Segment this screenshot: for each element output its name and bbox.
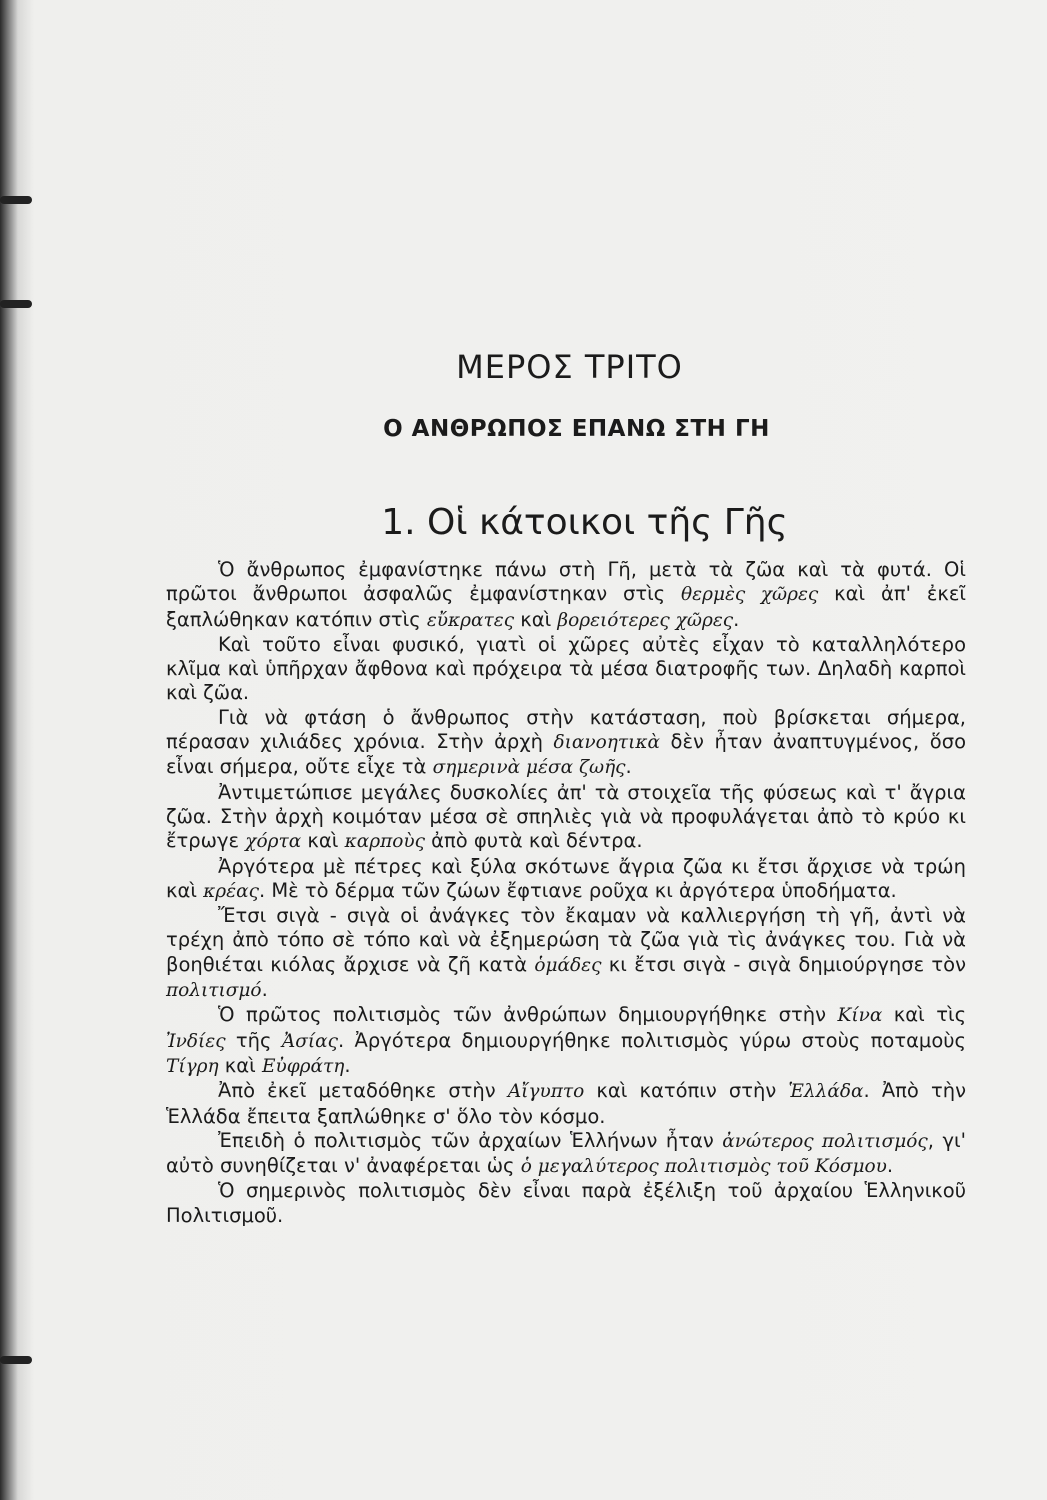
paragraph — [166, 558, 966, 633]
text-segment: . Μὲ τὸ δέρμα τῶν ζώων ἔφτιανε ροῦχα κι ἀργότερα ὑποδήματα. — [258, 878, 897, 902]
text-segment: Ὁ πρῶτος πολιτισμὸς τῶν ἀνθρώπων δημιουργήθηκε στὴν — [218, 1003, 838, 1027]
paragraph — [166, 706, 966, 781]
text-segment: Ἀντιμετώπισε μεγάλες δυσκολίες ἀπ' τὰ στοιχεῖα τῆς φύσεως καὶ τ' ἄγρια ζῶα. Στὴν ἀρχὴ κοιμόταν μέσα σὲ σπηλιὲς γιὰ νὰ προφυλάγεται ἀπὸ τὸ κρύο κι ἔτρωγε — [166, 780, 966, 853]
text-segment: . — [344, 1053, 351, 1077]
text-segment: . Ἀπὸ τὴν Ἑλλάδα ἔπειτα ξαπλώθηκε σ' ὅλο τὸν κόσμο. — [166, 1079, 966, 1128]
text-segment: Ὁ ἄνθρωπος ἐμφανίστηκε πάνω στὴ Γῆ, μετὰ τὰ ζῶα καὶ τὰ φυτά. Οἱ πρῶτοι ἄνθρωποι ἀσφαλῶς ἐμφανίστηκαν στὶς — [166, 558, 966, 606]
text-segment: . — [886, 1154, 894, 1178]
text-segment: καὶ τὶς — [882, 1003, 967, 1027]
paragraph — [166, 1079, 966, 1129]
text-segment: . Ἀργότερα δημιουργήθηκε πολιτισμὸς γύρω στοὺς ποταμοὺς — [337, 1028, 966, 1052]
paragraph — [166, 1129, 966, 1180]
paragraph — [166, 904, 966, 1003]
paragraph — [166, 781, 966, 855]
text-segment: κι ἔτσι σιγὰ - σιγὰ δημιούργησε τὸν — [601, 952, 966, 976]
italic-term: χόρτα — [245, 831, 302, 853]
text-segment: Ἔτσι σιγὰ - σιγὰ οἱ ἀνάγκες τὸν ἔκαμαν νὰ καλλιεργήση τὴ γῆ, ἀντὶ νὰ τρέχη ἀπὸ τόπο σὲ τόπο καὶ νὰ ἐξημερώση τὰ ζῶα γιὰ τὶς ἀνάγκες του. Γιὰ νὰ βοηθιέται κιόλας ἄρχισε νὰ ζῆ κατὰ — [166, 904, 966, 976]
italic-term: ὁ μεγαλύτερος πολιτισμὸς τοῦ Κόσμου — [520, 1156, 887, 1178]
text-segment: . — [261, 978, 268, 1002]
binding-ring — [0, 1356, 32, 1364]
text-segment: τῆς — [225, 1028, 282, 1052]
text-segment: καὶ κατόπιν στὴν — [584, 1079, 789, 1103]
italic-term: Αἴγυπτο — [507, 1081, 585, 1103]
binding-ring — [0, 196, 32, 204]
text-segment: . — [733, 607, 740, 631]
italic-term: Κίνα — [837, 1005, 883, 1027]
italic-term: θερμὲς χῶρες — [681, 584, 819, 606]
chapter-title: 1. Οἱ κάτοικοι τῆς Γῆς — [381, 502, 788, 543]
section-subtitle: Ο ΑΝΘΡΩΠΟΣ ΕΠΑΝΩ ΣΤΗ ΓΗ — [383, 416, 770, 442]
paragraph — [166, 1003, 966, 1079]
italic-term: ὁμάδες — [534, 954, 602, 976]
paragraph — [166, 1179, 966, 1228]
text-segment: Γιὰ νὰ φτάση ὁ ἄνθρωπος στὴν κατάσταση, ποὺ βρίσκεται σήμερα, πέρασαν χιλιάδες χρόνια. Στὴν ἀρχὴ — [166, 705, 966, 754]
italic-term: Ἀσίας — [281, 1030, 338, 1052]
paragraph — [166, 855, 966, 905]
body-text — [166, 558, 966, 1228]
italic-term: βορειότερες χῶρες — [557, 609, 734, 631]
italic-term: διανοητικὰ — [553, 732, 660, 754]
text-segment: , γι' αὐτὸ συνηθίζεται ν' ἀναφέρεται ὡς — [166, 1128, 966, 1178]
italic-term: Ἰνδίες — [166, 1030, 226, 1052]
text-segment: καὶ — [514, 607, 558, 631]
text-segment: Ἐπειδὴ ὁ πολιτισμὸς τῶν ἀρχαίων Ἑλλήνων ἦταν — [218, 1128, 723, 1152]
text-segment: Καὶ τοῦτο εἶναι φυσικό, γιατὶ οἱ χῶρες αὐτὲς εἶχαν τὸ καταλληλότερο κλῖμα καὶ ὑπῆρχαν ἄφθονα καὶ πρόχειρα τὰ μέσα διατροφῆς των. Δηλαδὴ καρποὶ καὶ ζῶα. — [166, 632, 966, 705]
text-segment: καὶ — [301, 829, 345, 853]
italic-term: εὔκρατες — [426, 609, 515, 631]
italic-term: Εὐφράτη — [261, 1055, 345, 1077]
text-segment: Ἀπὸ ἐκεῖ μεταδόθηκε στὴν — [218, 1079, 508, 1103]
italic-term: Ἑλλάδα — [788, 1081, 864, 1103]
italic-term: Τίγρη — [166, 1055, 219, 1077]
text-segment: . — [625, 755, 632, 779]
text-segment: δὲν ἦταν ἀναπτυγμένος, ὅσο εἶναι σήμερα, οὔτε εἶχε τὰ — [166, 730, 966, 779]
italic-term: καρποὺς — [344, 831, 425, 853]
italic-term: σημερινὰ μέσα ζωῆς — [432, 757, 626, 779]
text-segment: Ὁ σημερινὸς πολιτισμὸς δὲν εἶναι παρὰ ἐξέλιξη τοῦ ἀρχαίου Ἑλληνικοῦ Πολιτισμοῦ. — [166, 1179, 966, 1227]
italic-term: πολιτισμό — [166, 980, 262, 1002]
text-segment: Ἀργότερα μὲ πέτρες καὶ ξύλα σκότωνε ἄγρια ζῶα κι ἔτσι ἄρχισε νὰ τρώη καὶ — [166, 854, 966, 902]
text-segment: ἀπὸ φυτὰ καὶ δέντρα. — [424, 829, 643, 853]
text-segment: καὶ ἀπ' ἐκεῖ ξαπλώθηκαν κατόπιν στὶς — [166, 582, 966, 631]
paragraph — [166, 633, 966, 706]
binding-ring — [0, 300, 32, 308]
part-title: ΜΕΡΟΣ ΤΡΙΤΟ — [456, 348, 683, 386]
italic-term: κρέας — [203, 880, 259, 902]
italic-term: ἀνώτερος πολιτισμός — [722, 1130, 928, 1152]
text-segment: καὶ — [218, 1053, 262, 1077]
